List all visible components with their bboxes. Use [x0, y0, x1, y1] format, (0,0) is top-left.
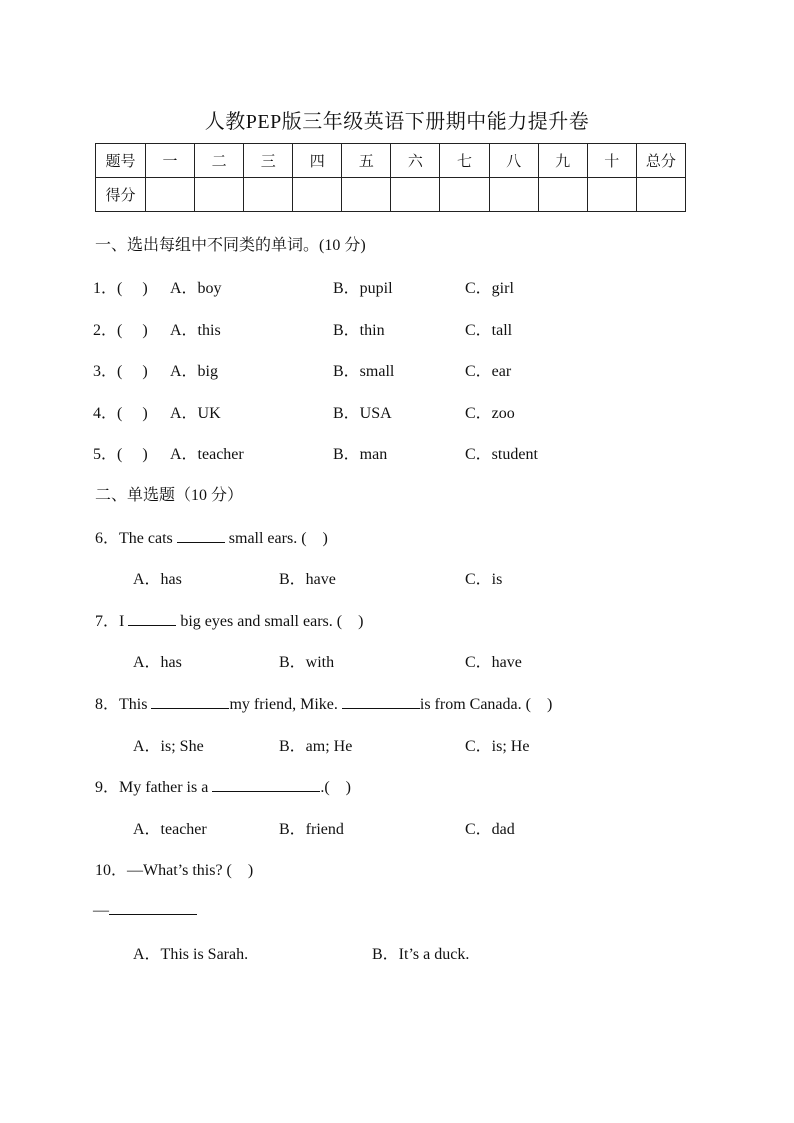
score-col-4: 四 [293, 144, 342, 178]
q10-stem: 10．—What’s this? ( ) [95, 862, 254, 879]
score-cell [342, 178, 391, 212]
score-cell [636, 178, 685, 212]
q8-stem-pre: 8．This [95, 696, 148, 713]
q2-number: 2．( ) [93, 322, 148, 339]
q7-option-b: B．with [279, 654, 335, 671]
q2-option-c: C．tall [465, 322, 513, 339]
score-col-2: 二 [195, 144, 244, 178]
score-cell [293, 178, 342, 212]
q10-option-b: B．It’s a duck. [372, 946, 470, 963]
q7-stem-pre: 7．I [95, 613, 125, 630]
score-cell [489, 178, 538, 212]
section1-heading: 一、选出每组中不同类的单词。(10 分) [95, 237, 366, 254]
q7-option-c: C．have [465, 654, 522, 671]
q2-option-b: B．thin [333, 322, 385, 339]
q5-option-b: B．man [333, 446, 388, 463]
q9-stem [95, 774, 351, 797]
score-table-score-row [96, 178, 686, 212]
score-cell [195, 178, 244, 212]
score-cell [244, 178, 293, 212]
score-cell [538, 178, 587, 212]
score-col-8: 八 [489, 144, 538, 178]
q4-option-c: C．zoo [465, 405, 515, 422]
q5-option-a: A．teacher [170, 446, 244, 463]
q8-blank-1 [151, 694, 229, 709]
score-col-total: 总分 [636, 144, 685, 178]
q3-option-b: B．small [333, 363, 395, 380]
q3-number: 3．( ) [93, 363, 148, 380]
q8-blank-2 [342, 694, 420, 709]
q8-option-a: A．is; She [133, 738, 204, 755]
score-col-5: 五 [342, 144, 391, 178]
q7-stem-post: big eyes and small ears. ( ) [180, 613, 364, 630]
score-cell [587, 178, 636, 212]
score-col-7: 七 [440, 144, 489, 178]
score-cell [391, 178, 440, 212]
q3-option-c: C．ear [465, 363, 512, 380]
q4-option-b: B．USA [333, 405, 392, 422]
q6-stem-pre: 6．The cats [95, 530, 173, 547]
q7-blank [128, 611, 176, 626]
q1-option-a: A．boy [170, 280, 222, 297]
score-table-score-label: 得分 [96, 178, 146, 212]
q6-option-a: A．has [133, 571, 182, 588]
q8-stem [95, 691, 552, 714]
score-col-3: 三 [244, 144, 293, 178]
score-table-header-row [96, 144, 686, 178]
q9-option-b: B．friend [279, 821, 344, 838]
q7-option-a: A．has [133, 654, 182, 671]
q6-stem [95, 525, 328, 548]
score-cell [440, 178, 489, 212]
score-cell [146, 178, 195, 212]
q8-option-c: C．is; He [465, 738, 530, 755]
q10-answer-line [93, 900, 197, 920]
q10-dash: — [93, 902, 109, 919]
q4-number: 4．( ) [93, 405, 148, 422]
q4-option-a: A．UK [170, 405, 221, 422]
score-col-10: 十 [587, 144, 636, 178]
q7-stem [95, 608, 363, 631]
q1-option-b: B．pupil [333, 280, 393, 297]
page-title: 人教PEP版三年级英语下册期中能力提升卷 [204, 111, 590, 133]
q6-blank [177, 528, 225, 543]
q9-stem-post: .( ) [320, 779, 351, 796]
score-col-1: 一 [146, 144, 195, 178]
q6-stem-post: small ears. ( ) [228, 530, 328, 547]
score-table [95, 143, 686, 212]
q9-blank [212, 777, 320, 792]
q6-option-b: B．have [279, 571, 336, 588]
score-table-header-label: 题号 [96, 144, 146, 178]
score-col-9: 九 [538, 144, 587, 178]
q9-stem-pre: 9．My father is a [95, 779, 209, 796]
q9-option-a: A．teacher [133, 821, 207, 838]
q1-option-c: C．girl [465, 280, 514, 297]
q1-number: 1．( ) [93, 280, 148, 297]
q5-option-c: C．student [465, 446, 538, 463]
q6-option-c: C．is [465, 571, 503, 588]
section2-heading: 二、单选题（10 分） [95, 487, 244, 504]
q8-option-b: B．am; He [279, 738, 353, 755]
q10-blank [109, 900, 197, 915]
q10-option-a: A．This is Sarah. [133, 946, 249, 963]
q3-option-a: A．big [170, 363, 219, 380]
q5-number: 5．( ) [93, 446, 148, 463]
score-col-6: 六 [391, 144, 440, 178]
q2-option-a: A．this [170, 322, 221, 339]
q8-stem-mid: my friend, Mike. [229, 696, 338, 713]
q8-stem-post: is from Canada. ( ) [419, 696, 553, 713]
q9-option-c: C．dad [465, 821, 515, 838]
